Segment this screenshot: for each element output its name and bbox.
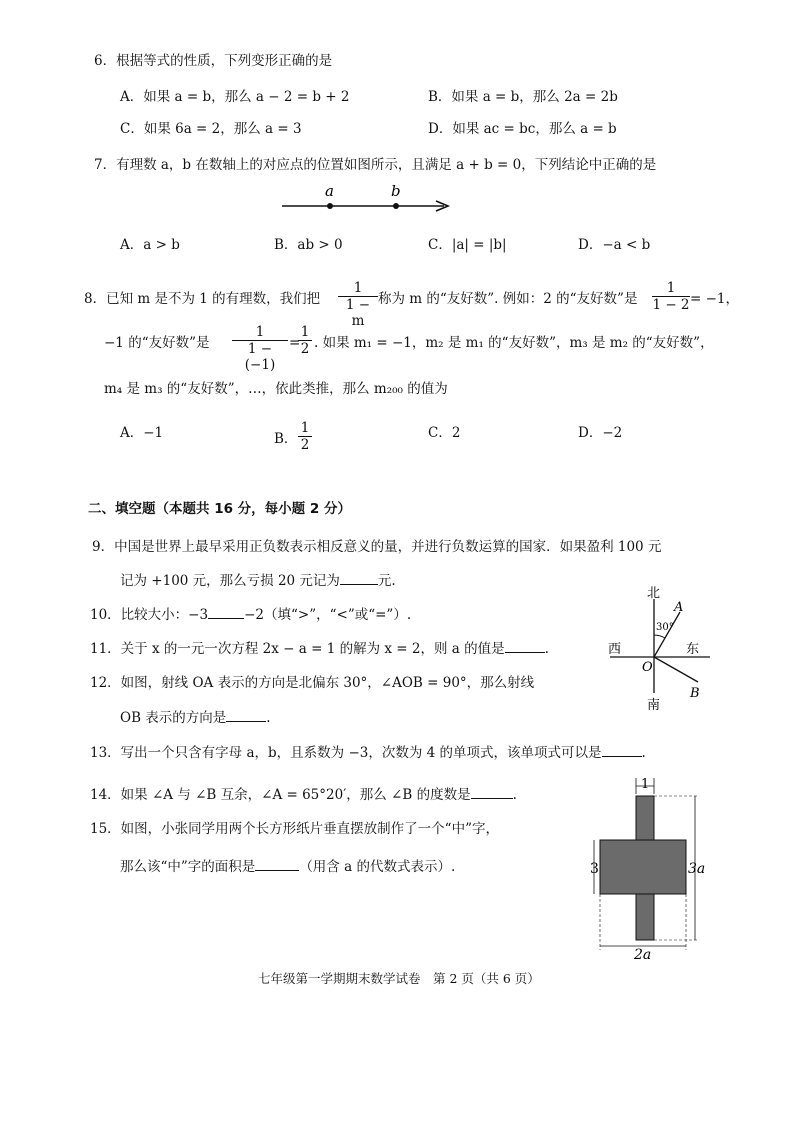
q8-option-a: A．−1 (120, 425, 164, 441)
q15-line2 (120, 856, 455, 876)
answer-blank[interactable] (471, 784, 513, 799)
q10-text-a: 10．比较大小：−3 (90, 607, 209, 623)
fraction-numerator: 1 (300, 324, 310, 340)
ray-ob (654, 657, 698, 682)
q15-line1: 15．如图，小张同学用两个长方形纸片垂直摆放制作了一个“中”字， (90, 821, 499, 837)
answer-blank[interactable] (602, 742, 642, 757)
q8-line2-a: −1 的“友好数”是 (104, 335, 210, 351)
answer-blank[interactable] (505, 638, 545, 653)
answer-blank[interactable] (226, 707, 266, 722)
section-title: 二、填空题（本题共 16 分，每小题 2 分） (88, 501, 351, 517)
q11-text-a: 11．关于 x 的一元一次方程 2x − a = 1 的解为 x = 2，则 a 的值是 (90, 641, 505, 657)
compass-figure (600, 585, 720, 715)
q11-line (90, 638, 549, 658)
q7-option-a: A．a > b (120, 237, 180, 253)
q11-text-b: . (544, 641, 549, 657)
label-north: 北 (647, 586, 661, 601)
q6-option-b: B．如果 a = b，那么 2a = 2b (428, 89, 618, 105)
q6-option-c: C．如果 6a = 2，那么 a = 3 (120, 121, 302, 137)
q7-option-b: B．ab > 0 (274, 237, 343, 253)
label-b: b (391, 182, 401, 200)
fraction-numerator: 1 (255, 324, 265, 340)
q14-line (90, 784, 517, 804)
q8-line1-b: 称为 m 的“友好数”. 例如：2 的“友好数”是 (378, 291, 638, 307)
q6-option-d: D．如果 ac = bc，那么 a = b (428, 121, 617, 137)
q14-text-b: . (512, 787, 517, 803)
fraction-denominator: 2 (298, 340, 312, 357)
q9-line2 (120, 570, 396, 590)
q8-fraction-example2 (232, 324, 288, 373)
q8-option-c: C．2 (428, 425, 461, 441)
fraction-numerator: 1 (300, 420, 310, 436)
q12-line2 (120, 707, 271, 727)
dim-top: 1 (641, 777, 650, 792)
label-angle: 30° (656, 622, 674, 633)
answer-blank[interactable] (340, 570, 378, 585)
ray-oa (654, 612, 680, 657)
q10-line (90, 604, 411, 624)
label-south: 南 (647, 698, 661, 713)
q7-option-c: C．|a| = |b| (428, 237, 507, 253)
label-east: 东 (686, 642, 700, 657)
number-line (280, 182, 455, 216)
q14-text-a: 14．如果 ∠A 与 ∠B 互余，∠A = 65°20′，那么 ∠B 的度数是 (90, 787, 471, 803)
q12-text-a: OB 表示的方向是 (120, 710, 227, 726)
q15-text-b: （用含 a 的代数式表示）. (299, 859, 456, 875)
q13-text-b: . (641, 745, 646, 761)
label-a: A (674, 600, 684, 615)
dim-right: 3a (688, 861, 706, 877)
label-a: a (325, 182, 334, 200)
q6-option-a: A．如果 a = b，那么 a − 2 = b + 2 (120, 89, 350, 105)
q8-option-b-label: B． (274, 431, 298, 447)
label-west: 西 (608, 642, 622, 657)
q15-text-a: 那么该“中”字的面积是 (120, 859, 256, 875)
answer-blank[interactable] (208, 604, 244, 619)
q8-equals: = (289, 335, 301, 351)
label-o: O (642, 660, 653, 675)
q8-option-d: D．−2 (578, 425, 623, 441)
label-b: B (690, 686, 700, 701)
q8-fraction-definition (338, 280, 378, 329)
q12-text-b: . (266, 710, 271, 726)
q7-stem: 7．有理数 a，b 在数轴上的对应点的位置如图所示，且满足 a + b = 0，下列结论中正确的是 (94, 157, 657, 173)
point-b (393, 203, 399, 209)
fraction-denominator: 1 − (−1) (232, 340, 288, 373)
q8-line1-a: 8．已知 m 是不为 1 的有理数，我们把 (84, 291, 321, 307)
q6-stem: 6．根据等式的性质，下列变形正确的是 (94, 53, 333, 69)
q9-text-a: 记为 +100 元，那么亏损 20 元记为 (120, 573, 340, 589)
fraction-numerator: 1 (666, 280, 676, 296)
fraction-denominator: 1 − m (338, 296, 378, 329)
q8-line3: m₄ 是 m₃ 的“友好数”，…，依此类推，那么 m₂₀₀ 的值为 (104, 381, 448, 397)
cross-figure (582, 772, 712, 960)
answer-blank[interactable] (255, 856, 299, 871)
q13-text-a: 13．写出一个只含有字母 a，b，且系数为 −3，次数为 4 的单项式，该单项式可以是 (90, 745, 602, 761)
page-footer: 七年级第一学期期末数学试卷 第 2 页（共 6 页） (258, 971, 540, 986)
fraction-denominator: 1 − 2 (652, 297, 690, 313)
q10-text-b: −2（填“>”，“<”或“=”）. (244, 607, 412, 623)
q8-line2-b: . 如果 m₁ = −1，m₂ 是 m₁ 的“友好数”，m₃ 是 m₂ 的“友好数”， (314, 335, 714, 351)
q8-option-b-fraction (298, 420, 312, 453)
fraction-numerator: 1 (353, 280, 363, 296)
q8-line1-c: = −1， (690, 291, 740, 307)
point-a (327, 203, 333, 209)
q9-text-b: 元. (377, 573, 396, 589)
fraction-denominator: 2 (298, 436, 312, 453)
horizontal-strip (600, 840, 686, 894)
q12-line1: 12．如图，射线 OA 表示的方向是北偏东 30°，∠AOB = 90°，那么射线 (90, 675, 535, 691)
q13-line (90, 742, 646, 762)
dim-bottom: 2a (634, 947, 652, 960)
q7-option-d: D．−a < b (578, 237, 651, 253)
q9-line1: 9．中国是世界上最早采用正负数表示相反意义的量，并进行负数运算的国家．如果盈利 100 元 (92, 539, 662, 555)
angle-arc (654, 635, 665, 638)
dim-left: 3 (590, 861, 599, 877)
q8-fraction-half (298, 324, 312, 357)
q8-fraction-example1 (652, 280, 690, 313)
